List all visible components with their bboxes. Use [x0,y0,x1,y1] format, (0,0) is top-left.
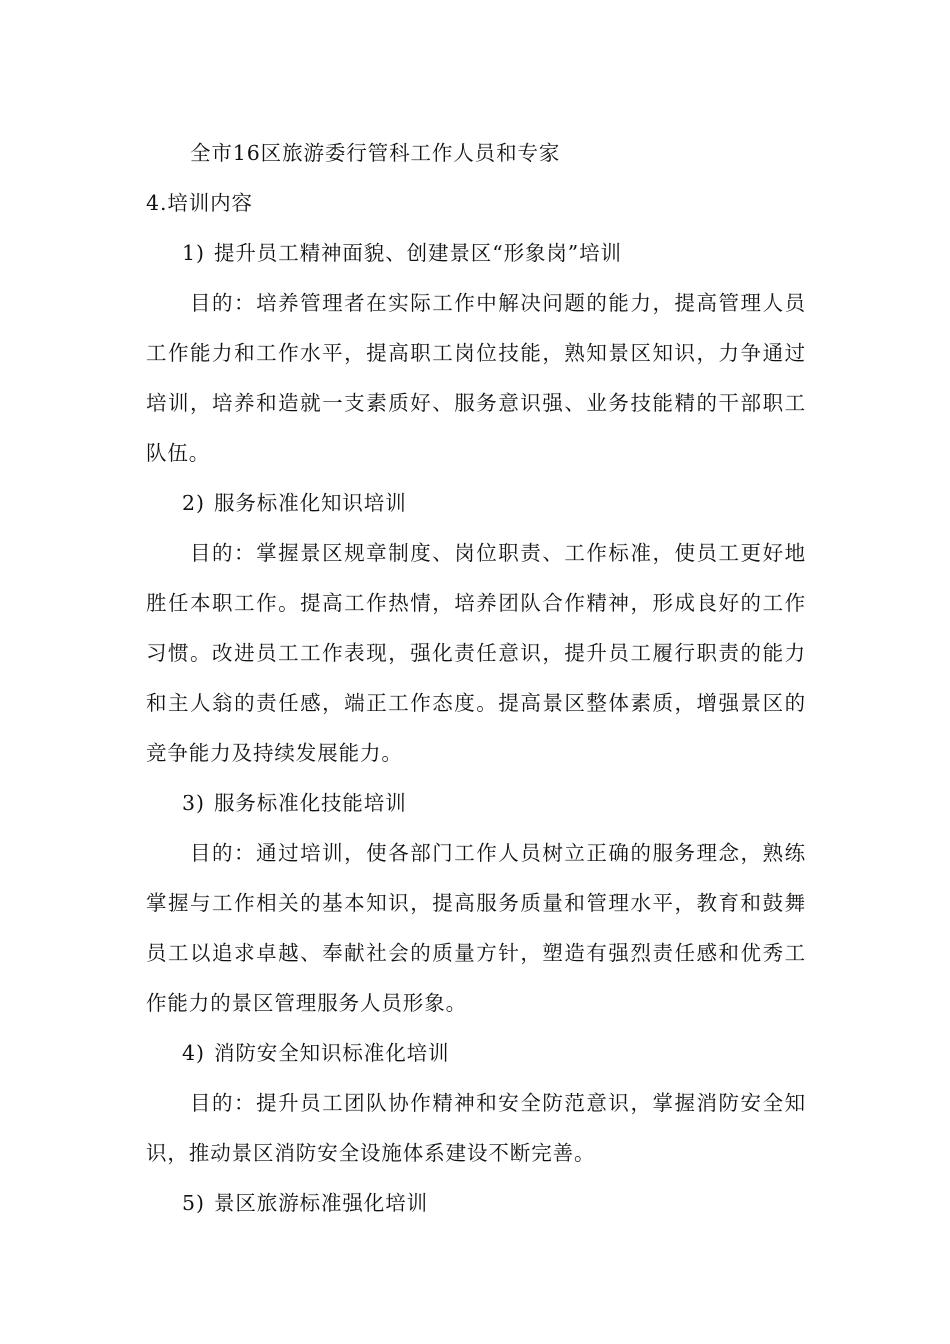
item-title: 提升员工精神面貌、创建景区“形象岗”培训 [214,241,622,265]
item-title: 服务标准化知识培训 [214,491,407,515]
item-3-heading [146,778,806,828]
item-title: 景区旅游标准强化培训 [214,1191,428,1215]
item-title: 服务标准化技能培训 [214,791,407,815]
item-2-heading [146,478,806,528]
item-5-heading [146,1178,806,1228]
item-number: 4) [182,1041,205,1065]
item-number: 3) [182,791,205,815]
item-number: 5) [182,1191,205,1215]
item-1-purpose: 目的：培养管理者在实际工作中解决问题的能力，提高管理人员工作能力和工作水平，提高职工岗位技能，熟知景区知识，力争通过培训，培养和造就一支素质好、服务意识强、业务技能精的干部职工队伍。 [146,291,806,465]
document-body [146,128,806,1228]
item-1-heading [146,228,806,278]
item-3-purpose: 目的：通过培训，使各部门工作人员树立正确的服务理念，熟练掌握与工作相关的基本知识，提高服务质量和管理水平，教育和鼓舞员工以追求卓越、奉献社会的质量方针，塑造有强烈责任感和优秀工作能力的景区管理服务人员形象。 [146,841,806,1015]
item-4-heading [146,1028,806,1078]
section-title: 4.培训内容 [146,191,253,215]
item-4-purpose: 目的：提升员工团队协作精神和安全防范意识，掌握消防安全知识，推动景区消防安全设施体系建设不断完善。 [146,1091,806,1165]
item-2-purpose: 目的：掌握景区规章制度、岗位职责、工作标准，使员工更好地胜任本职工作。提高工作热情，培养团队合作精神，形成良好的工作习惯。改进员工工作表现，强化责任意识，提升员工履行职责的能力和主人翁的责任感，端正工作态度。提高景区整体素质，增强景区的竞争能力及持续发展能力。 [146,541,806,765]
item-number: 1) [182,241,205,265]
item-title: 消防安全知识标准化培训 [214,1041,450,1065]
item-number: 2) [182,491,205,515]
intro-line: 全市16区旅游委行管科工作人员和专家 [190,141,561,165]
